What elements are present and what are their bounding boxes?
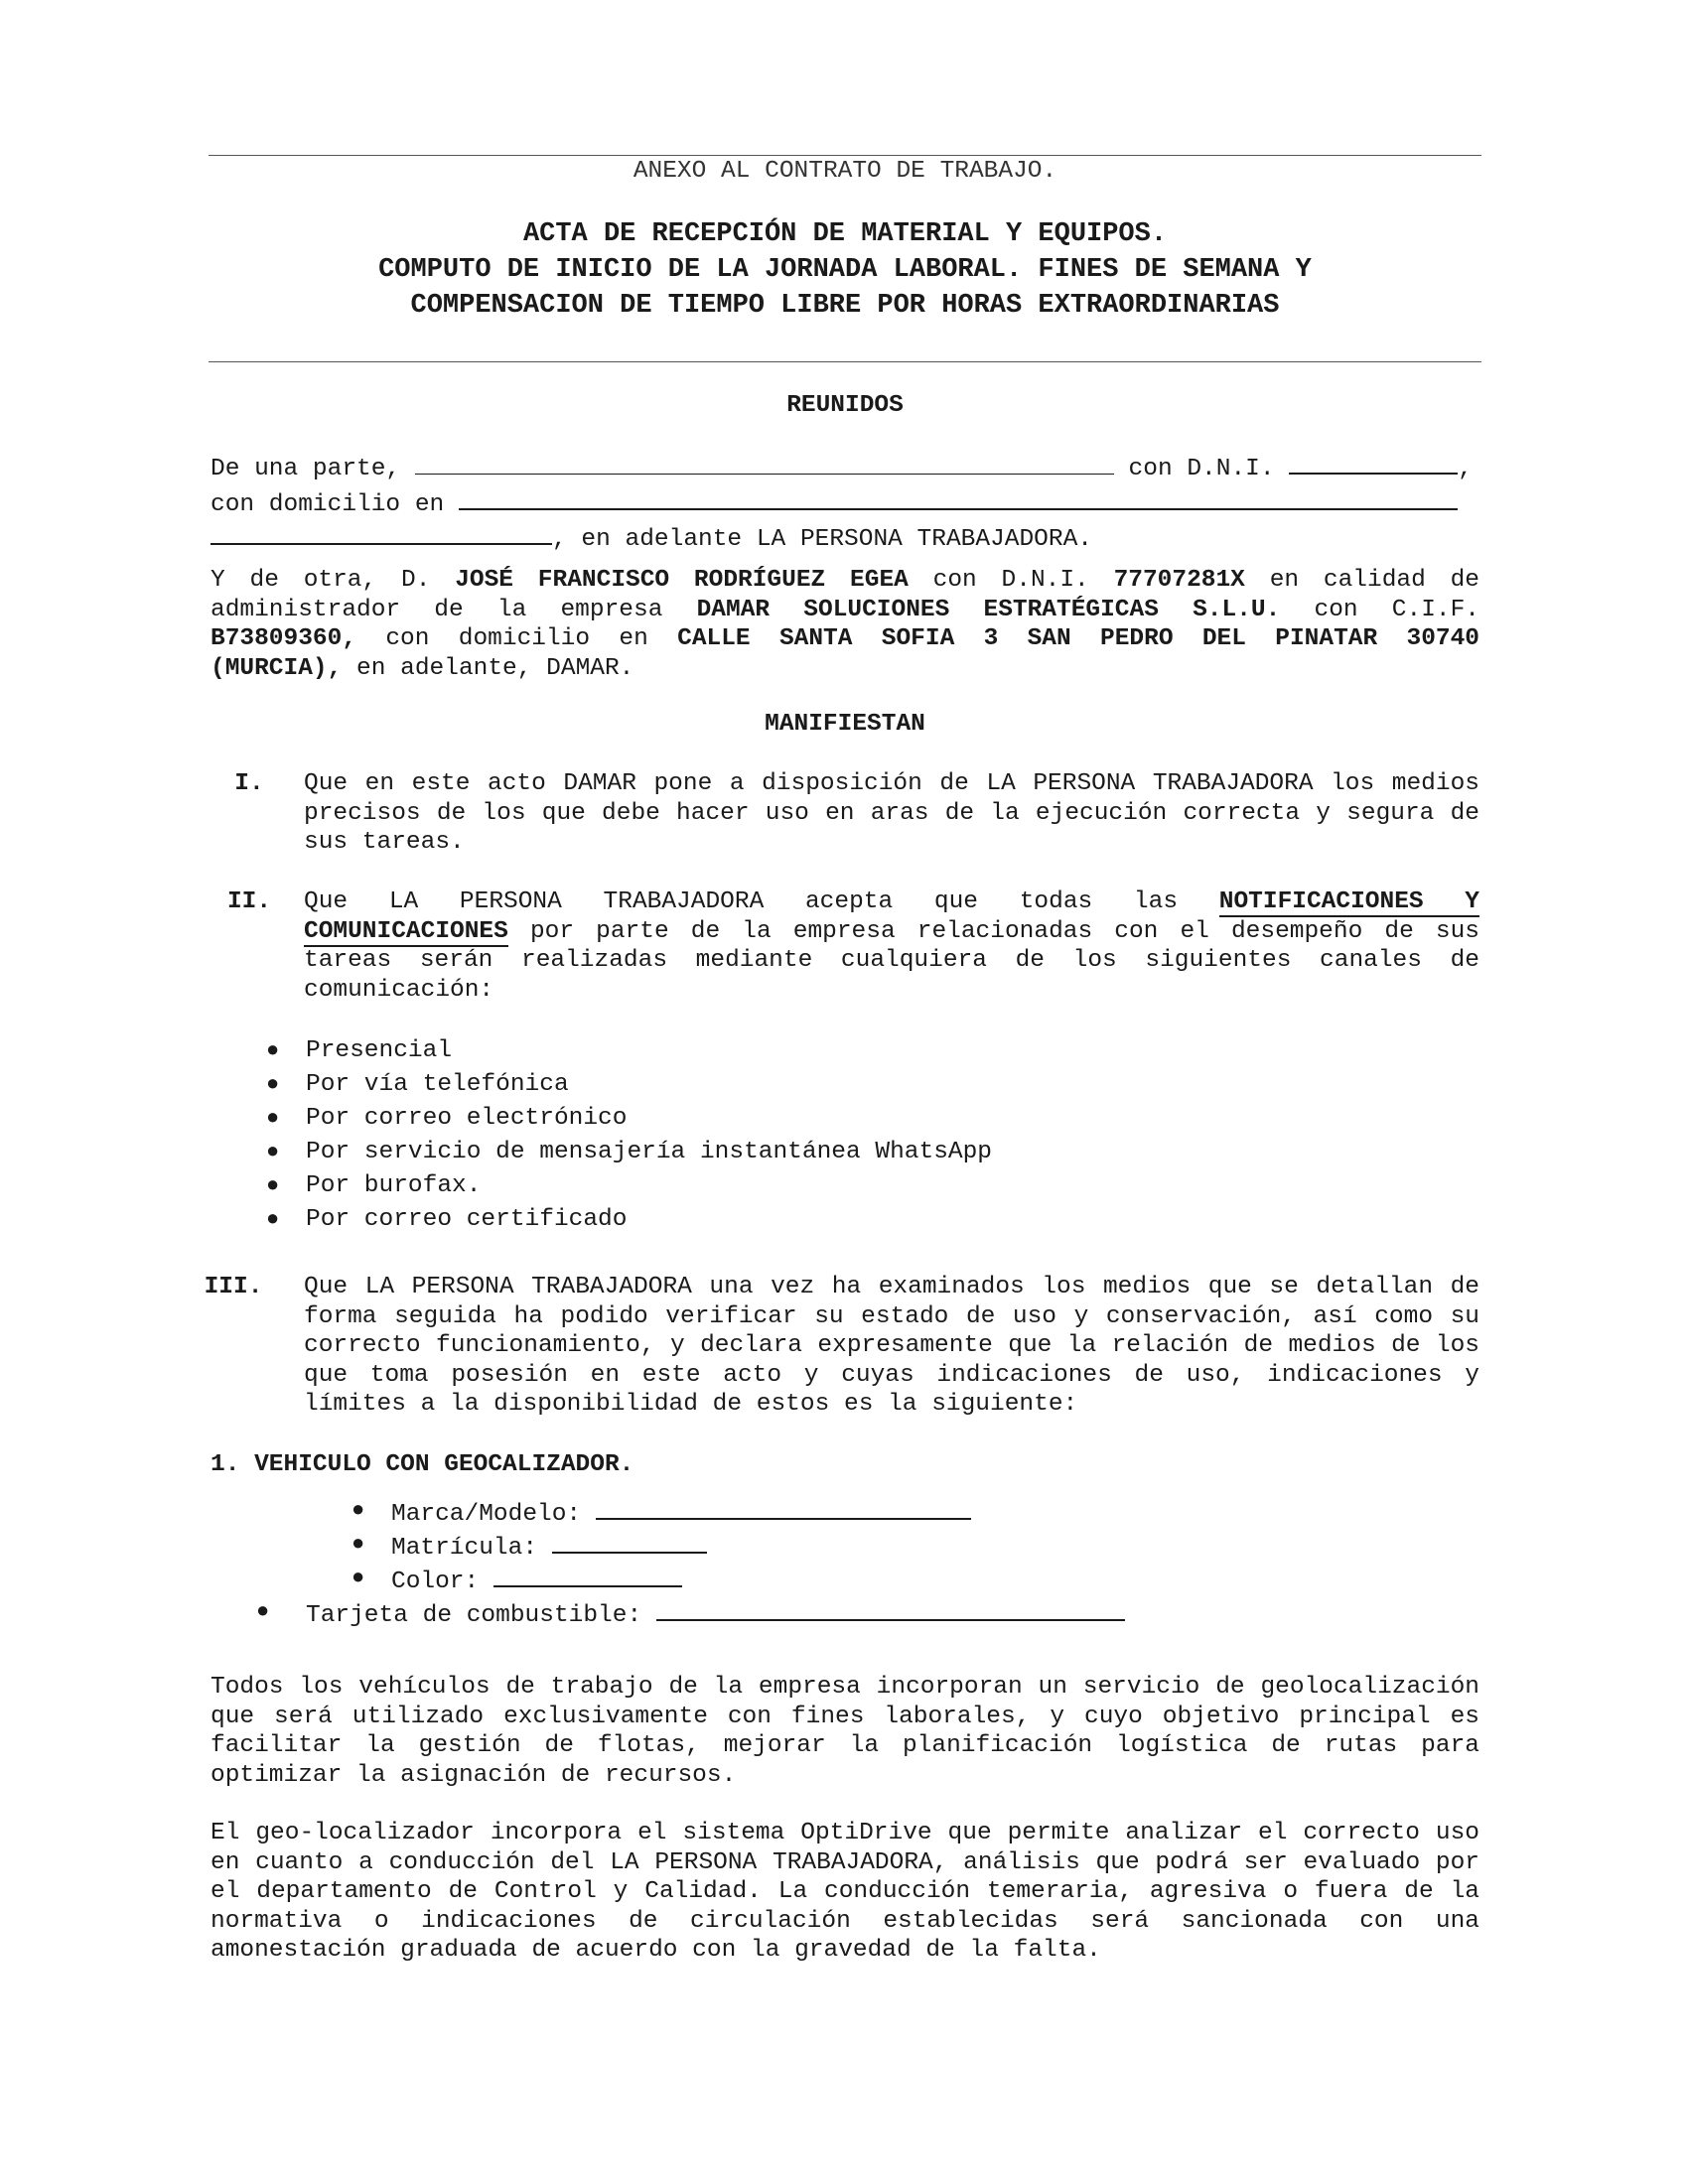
party-two-address-label: con domicilio en [385, 625, 648, 652]
party-one-dni-label: con D.N.I. [1128, 456, 1275, 482]
bullet-icon: ● [266, 1173, 280, 1198]
party-two-cif-label: con C.I.F. [1314, 596, 1480, 623]
title-line-2: COMPUTO DE INICIO DE LA JORNADA LABORAL. FINES DE SEMANA Y [378, 255, 1312, 285]
make-model-blank [596, 1494, 971, 1520]
make-model-label: Marca/Modelo: [391, 1501, 582, 1528]
bullet-icon: ● [266, 1072, 280, 1097]
reunidos-heading: REUNIDOS [786, 392, 904, 419]
color-blank [493, 1562, 682, 1587]
plate-label: Matrícula: [391, 1535, 538, 1562]
annex-label: ANEXO AL CONTRATO DE TRABAJO. [633, 158, 1057, 185]
party-one-dni-blank [1289, 449, 1458, 475]
clause-i-text: Que en este acto DAMAR pone a disposición de LA PERSONA TRABAJADORA los medios precisos de los que debe hacer uso en aras de la ejecución correcta y segura de sus tareas. [304, 770, 1479, 856]
party-one-name-blank [415, 450, 1114, 475]
document-page: ANEXO AL CONTRATO DE TRABAJO. ACTA DE RECEPCIÓN DE MATERIAL Y EQUIPOS. COMPUTO DE INICIO DE LA JORNADA LABORAL. FINES DE SEMANA Y COMPENSACION DE TIEMPO LIBRE POR HORAS EXTRAORDINARIAS REUNIDOS De una parte, con D.N.I. , con domicilio en , en adelante LA PERSONA TRABAJADORA. Y de otra, D. JOSÉ FRANCISCO RODRÍGUEZ EGEA con D.N.I. 77707281X en calidad de administrador de la empresa DAMAR SOLUCIONES ESTRATÉGICAS S.L.U. con C.I.F. B73809360, con domicilio en CALLE SANTA SOFIA 3 SAN PEDRO DEL PINATAR 30740 (MURCIA), en adelante, DAMAR. MANIFIESTAN I. Que en este acto DAMAR pone a disposición de LA PERSONA TRABAJADORA los medios precisos de los que debe hacer uso en aras de la ejecución correcta y segura de sus tareas. II. Que LA PERSONA TRABAJADORA acepta que todas las NOTIFICACIONES Y COMUNICACIONES por parte de la empresa relacionadas con el desempeño de sus tareas serán realizadas mediante cualquiera de los siguientes canales de comunicación: ● Presencial ● Por vía telefónica ● Por correo electrónico ● Por servicio de mensajería instantánea WhatsApp ● Por burofax. ● Por correo certificado III. Que LA PERSONA TRABAJADORA una vez ha examinados los medios que se detallan de forma seguida ha podido verificar su estado de uso y conservación, así como su correcto funcionamiento, y declara expresamente que la relación de medios de los que toma posesión en este acto y cuyas indicaciones de uso, indicaciones y límites a la disponibilidad de estos es la siguiente: 1. VEHICULO CON GEOCALIZADOR. ● Marca/Modelo: ● Matrícula: ● Color: ● Tarjeta de combustible: Todos los vehículos de trabajo de la empresa incorporan un servicio de geolocalización que será utilizado exclusivamente con fines laborales, y cuyo objetivo principal es facilitar la gestión de flotas, mejorar la planificación logística de rutas para optimizar la asignación de recursos. El geo-localizador incorpora el sistema OptiDrive que permite analizar el correcto uso en cuanto a conducción del LA PERSONA TRABAJADORA, análisis que podrá ser evaluado por el departamento de Control y Calidad. La conducción temeraria, agresiva o fuera de la normativa o indicaciones de circulación establecidas será sancionada con una amonestación graduada de acuerdo con la gravedad de la falta. [0, 0, 1688, 2184]
fuel-card-label: Tarjeta de combustible: [306, 1602, 642, 1629]
title-line-1: ACTA DE RECEPCIÓN DE MATERIAL Y EQUIPOS. [522, 219, 1168, 249]
party-one-paragraph [211, 449, 1479, 555]
clause-ii-notifications: NOTIFICACIONES Y [1218, 888, 1480, 915]
party-two-alias: en adelante, DAMAR. [356, 654, 634, 682]
manifiestan-heading: MANIFIESTAN [765, 711, 925, 738]
party-two-role: administrador de la empresa [211, 596, 663, 623]
clause-iii-number: III. [204, 1274, 263, 1300]
party-one-role: , en adelante LA PERSONA TRABAJADORA. [552, 526, 1092, 553]
clause-ii-text [304, 887, 1479, 1005]
vehicle-section-heading: 1. VEHICULO CON GEOCALIZADOR. [211, 1451, 634, 1478]
representative-dni: 77707281X [1113, 567, 1245, 594]
company-name: DAMAR SOLUCIONES ESTRATÉGICAS S.L.U. [696, 596, 1281, 623]
color-label: Color: [391, 1569, 480, 1595]
party-one-comma: , [1458, 456, 1473, 482]
company-address-region: (MURCIA), [211, 654, 343, 682]
clause-ii-number: II. [226, 888, 272, 915]
party-two-intro: Y de otra, D. [211, 567, 431, 594]
party-two-dni-label: con D.N.I. [932, 567, 1089, 594]
title-bottom-rule [209, 361, 1481, 362]
geolocation-paragraph: Todos los vehículos de trabajo de la empresa incorporan un servicio de geolocalización que será utilizado exclusivamente con fines laborales, y cuyo objetivo principal es facilitar la gestión de flotas, mejorar la planificación logística de rutas para optimizar la asignación de recursos. [211, 1674, 1479, 1789]
bullet-icon: ● [256, 1599, 270, 1624]
bullet-icon: ● [266, 1106, 280, 1131]
title-line-3: COMPENSACION DE TIEMPO LIBRE POR HORAS EXTRAORDINARIAS [410, 291, 1280, 321]
party-two-paragraph [211, 566, 1479, 683]
bullet-icon: ● [266, 1207, 280, 1232]
bullet-icon: ● [266, 1140, 280, 1164]
bullet-icon: ● [352, 1532, 365, 1557]
clause-i-number: I. [234, 770, 264, 797]
party-one-label: De una parte, [211, 456, 401, 482]
clause-ii-communications: COMUNICACIONES [304, 917, 508, 945]
bullet-icon: ● [352, 1498, 365, 1523]
optidrive-paragraph: El geo-localizador incorpora el sistema OptiDrive que permite analizar el correcto uso en cuanto a conducción del LA PERSONA TRABAJADORA, análisis que podrá ser evaluado por el departamento de Control y Calidad. La conducción temeraria, agresiva o fuera de la normativa o indicaciones de circulación establecidas será sancionada con una amonestación graduada de acuerdo con la gravedad de la falta. [211, 1820, 1479, 1964]
party-one-address-label: con domicilio en [211, 490, 445, 518]
clause-iii-text: Que LA PERSONA TRABAJADORA una vez ha examinados los medios que se detallan de forma seguida ha podido verificar su estado de uso y conservación, así como su correcto funcionamiento, y declara expresamente que la relación de medios de los que toma posesión en este acto y cuyas indicaciones de uso, indicaciones y límites a la disponibilidad de estos es la siguiente: [304, 1274, 1479, 1418]
clause-ii-rest: por parte de la empresa relacionadas con el desempeño de sus tareas serán realizadas mediante cualquiera de los siguientes canales de comunicación: [304, 917, 1479, 1004]
clause-ii-intro: Que LA PERSONA TRABAJADORA acepta que todas las [304, 888, 1179, 915]
company-address: CALLE SANTA SOFIA 3 SAN PEDRO DEL PINATAR 30740 [677, 625, 1480, 652]
party-one-address-blank-2 [211, 519, 552, 545]
representative-name: JOSÉ FRANCISCO RODRÍGUEZ EGEA [455, 567, 909, 594]
company-cif: B73809360, [211, 625, 357, 652]
fuel-card-blank [656, 1595, 1125, 1621]
plate-blank [552, 1528, 707, 1554]
document-title [211, 216, 1479, 324]
bullet-icon: ● [352, 1566, 365, 1590]
party-two-capacity: en calidad de [1269, 567, 1479, 594]
top-rule [209, 155, 1481, 156]
party-one-address-blank [459, 484, 1458, 510]
bullet-icon: ● [266, 1038, 280, 1063]
